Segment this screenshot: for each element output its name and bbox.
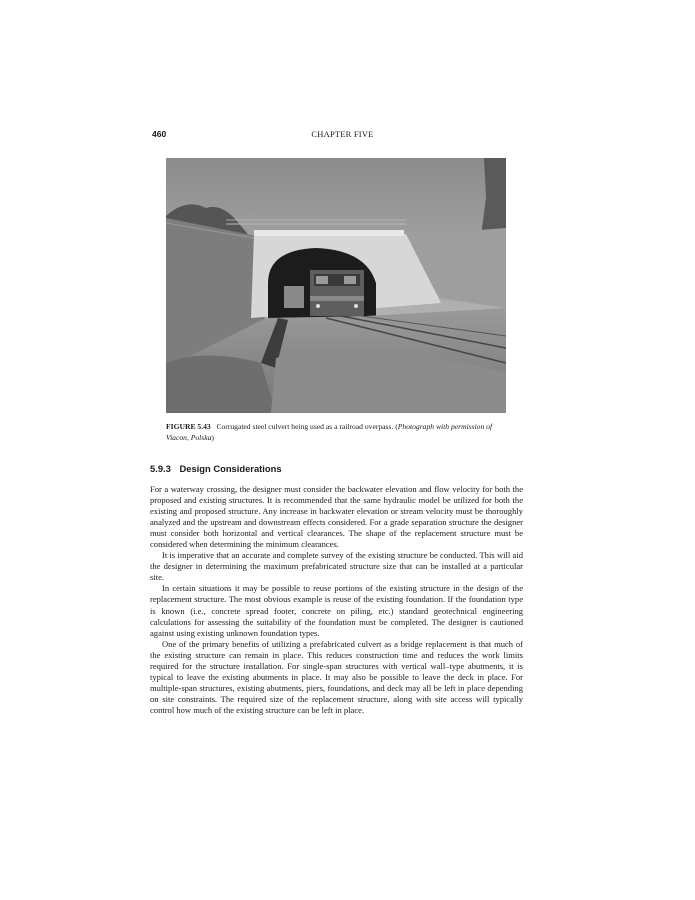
page-number: 460 (152, 129, 167, 139)
figure-label: FIGURE 5.43 (166, 422, 211, 431)
railroad-culvert-photo (166, 158, 506, 413)
figure-photo (166, 158, 506, 413)
paragraph: It is imperative that an accurate and complete survey of the existing structure be conducted. This will aid the designer in determining the maximum prefabricated structure size that can be installed at a particular site. (150, 550, 523, 583)
figure-credit: Photograph with permission of Viacon, Polska (166, 422, 493, 442)
paragraph: In certain situations it may be possible to reuse portions of the existing structure in the design of the replacement structure. The most obvious example is reuse of the existing foundation. If the foundation type is known (i.e., concrete spread footer, concrete on piling, etc.) standard geotechnical engineering calculations for assessing the suitability of the foundation must be completed. The designer is cautioned against using existing unknown foundation types. (150, 583, 523, 638)
chapter-title: CHAPTER FIVE (311, 129, 374, 139)
section-heading (150, 462, 530, 476)
section-title: Design Considerations (179, 463, 282, 474)
paragraph: One of the primary benefits of utilizing a prefabricated culvert as a bridge replacement is that much of the existing structure can remain in place. This reduces construction time and reduces the work limits required for the structure installation. For single-span structures with vertical wall–type abutments, it is typical to leave the existing abutments in place. It may also be possible to leave the deck in place. For multiple-span structures, existing abutments, piers, foundations, and deck may all be left in place depending on site constraints. The required size of the replacement structure, along with site access will typically control how much of the existing structure can be left in place. (150, 638, 523, 715)
paragraph: For a waterway crossing, the designer must consider the backwater elevation and flow velocity for both the proposed and existing structures. It is recommended that the same hydraulic model be utilized for both the existing and proposed structure. Any increase in backwater elevation or stream velocity must be thoroughly analyzed and the upstream and downstream effects considered. For a grade separation structure the designer must consider both horizontal and vertical clearances. The shape of the replacement structure must be considered when determining the minimum clearances. (150, 484, 523, 550)
running-header (150, 127, 535, 141)
figure-caption (166, 421, 511, 443)
body-text (150, 484, 523, 716)
section-number: 5.9.3 (150, 463, 171, 474)
figure-caption-text: Corrugated steel culvert being used as a railroad overpass. ( (216, 422, 398, 431)
figure-caption-end: ) (211, 433, 214, 442)
